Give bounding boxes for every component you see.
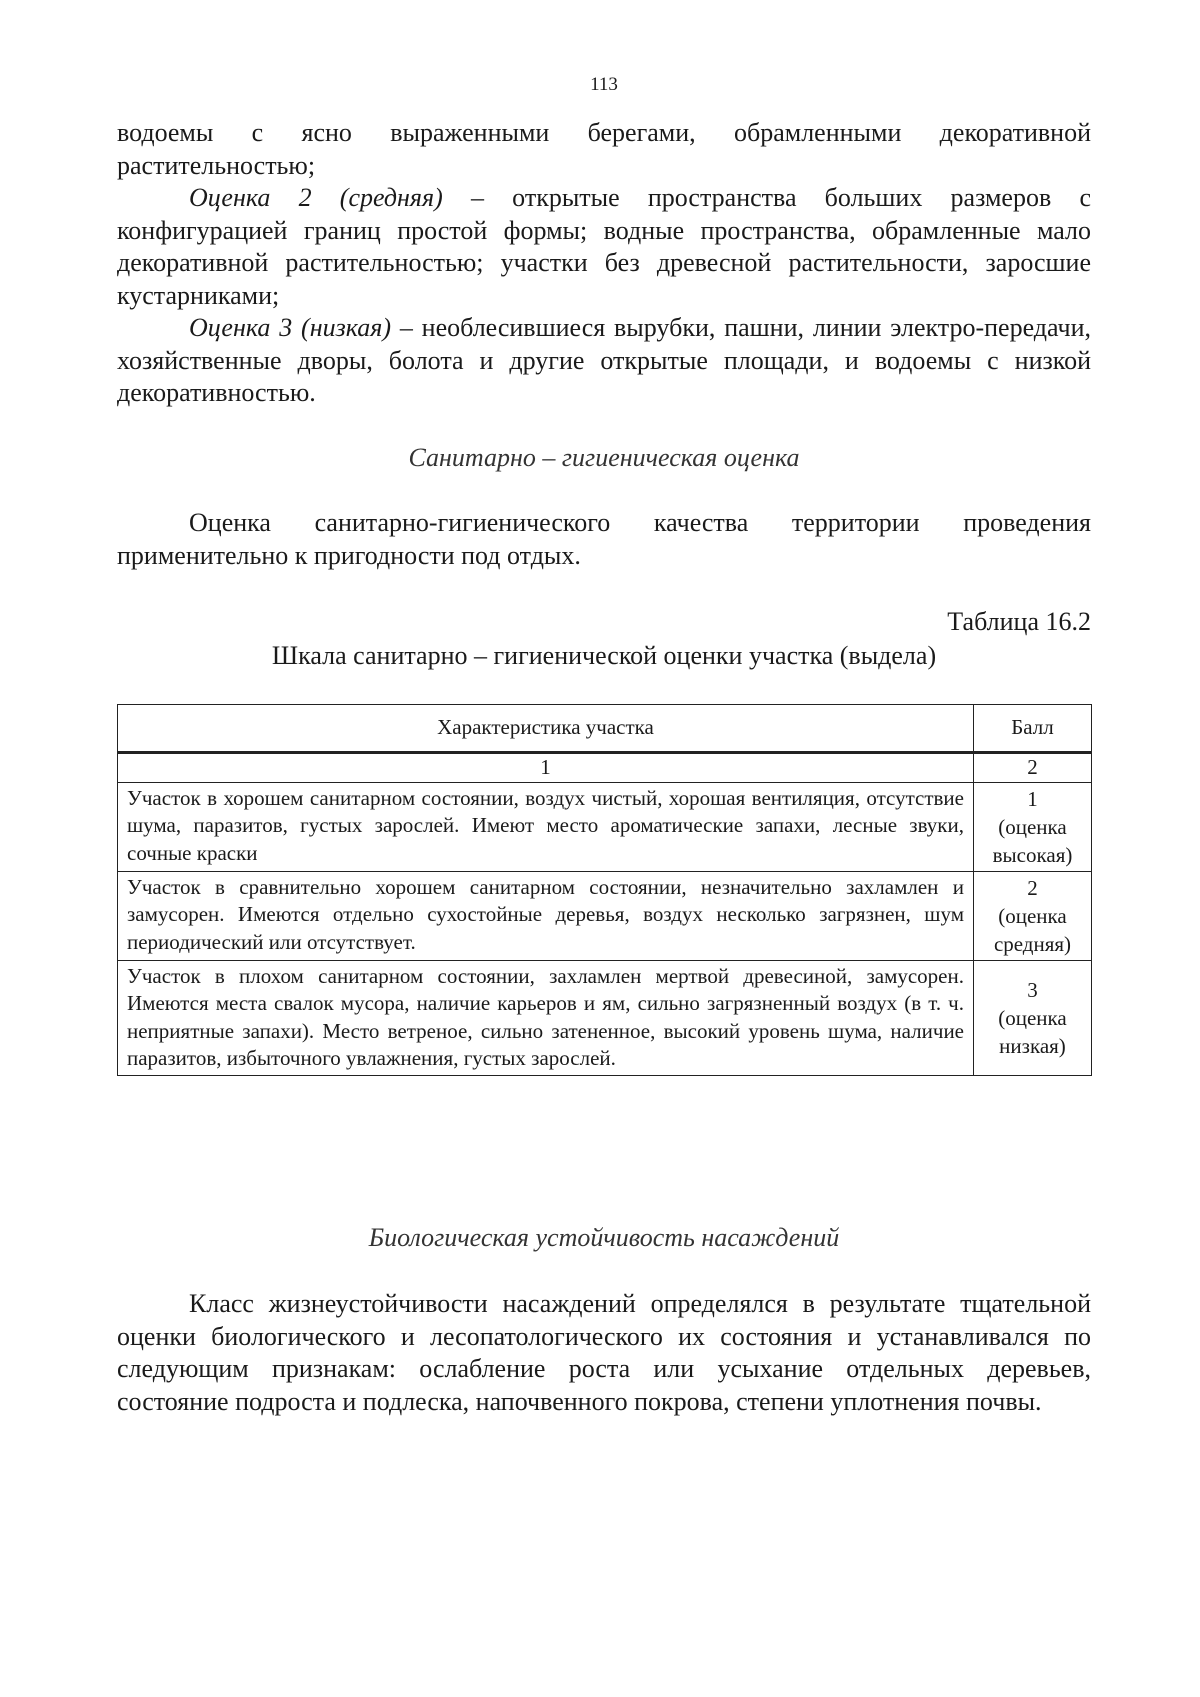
score-3-paragraph [117, 312, 1091, 410]
row-3-score-cell [974, 960, 1092, 1075]
row-3-score: 3 [1027, 977, 1038, 1002]
table-row [118, 871, 1092, 960]
score-2-label: Оценка 2 (средняя) [189, 183, 443, 212]
score-3-label: Оценка 3 (низкая) [189, 313, 391, 342]
header-score: Балл [974, 705, 1092, 753]
column-number-2: 2 [974, 753, 1092, 783]
row-1-characteristic: Участок в хорошем санитарном состоянии, воздух чистый, хорошая вентиляция, отсутствие шума, паразитов, густых зарослей. Имеют место ароматические запахи, лесные звуки, сочные краски [118, 782, 974, 871]
row-1-score-cell [974, 782, 1092, 871]
page-number: 113 [590, 74, 618, 95]
row-2-score-cell [974, 871, 1092, 960]
row-3-characteristic: Участок в плохом санитарном состоянии, захламлен мертвой древесиной, замусорен. Имеются места свалок мусора, наличие карьеров и ям, сильно загрязненный воздух (в т. ч. неприятные запахи). Место ветреное, сильно затененное, высокий уровень шума, наличие паразитов, избыточного увлажнения, густых зарослей. [118, 960, 974, 1075]
table-header-row [118, 705, 1092, 753]
sanitary-scale-table [117, 704, 1092, 1076]
intro-paragraph: водоемы с ясно выраженными берегами, обрамленными декоративной растительностью; [117, 118, 1091, 180]
score-2-paragraph [117, 182, 1091, 312]
section-heading-sanitary: Санитарно – гигиеническая оценка [408, 443, 800, 472]
row-2-score: 2 [1027, 875, 1038, 900]
table-row [118, 960, 1092, 1075]
header-characteristic: Характеристика участка [118, 705, 974, 753]
table-label: Таблица 16.2 [947, 607, 1091, 636]
biological-paragraph: Класс жизнеустойчивости насаждений определялся в результате тщательной оценки биологического и лесопатологического их состояния и устанавливался по следующим признакам: ослабление роста или усыхание отдельных деревьев, состояние подроста и подлеска, напочвенного покрова, степени уплотнения почвы. [117, 1289, 1091, 1416]
row-3-score-note: (оценка низкая) [998, 1005, 1067, 1058]
row-2-characteristic: Участок в сравнительно хорошем санитарном состоянии, незначительно захламлен и замусорен. Имеются отдельно сухостойные деревья, воздух несколько загрязнен, шум периодический или отсутствует. [118, 871, 974, 960]
row-1-score-note: (оценка высокая) [992, 814, 1073, 867]
row-2-score-note: (оценка средняя) [993, 903, 1072, 956]
score-3-text: – необлесившиеся вырубки, пашни, линии электро-передачи, хозяйственные дворы, болота и другие открытые площади, и водоемы с низкой декоративностью. [117, 313, 1091, 407]
sanitary-paragraph: Оценка санитарно-гигиенического качества территории проведения применительно к пригодности под отдых. [117, 508, 1091, 570]
column-number-1: 1 [118, 753, 974, 783]
row-1-score: 1 [1027, 786, 1038, 811]
table-column-number-row [118, 753, 1092, 783]
section-heading-biological: Биологическая устойчивость насаждений [368, 1223, 840, 1252]
table-caption: Шкала санитарно – гигиенической оценки участка (выдела) [271, 641, 937, 670]
score-2-text: – открытые пространства больших размеров с конфигурацией границ простой формы; водные пространства, обрамленные мало декоративной растительностью; участки без древесной растительности, заросшие кустарниками; [117, 183, 1091, 310]
table-row [118, 782, 1092, 871]
